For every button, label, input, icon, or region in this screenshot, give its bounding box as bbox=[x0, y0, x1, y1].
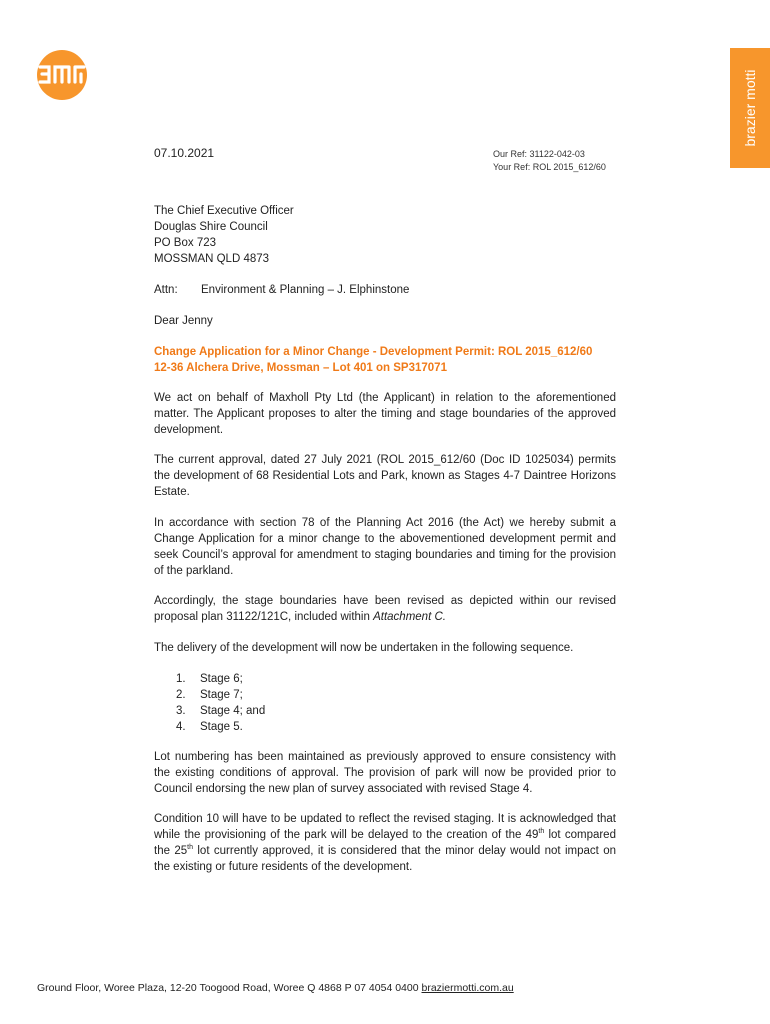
list-text: Stage 6; bbox=[200, 673, 243, 685]
list-number: 4. bbox=[176, 721, 186, 733]
list-text: Stage 5. bbox=[200, 721, 243, 733]
address-line: MOSSMAN QLD 4873 bbox=[154, 253, 270, 265]
body-paragraph: Lot numbering has been maintained as previously approved to ensure consistency with the existing conditions of approval. The provision of park will now be provided prior to Council endorsing the new plan of survey associated with revised Stage 4. bbox=[154, 751, 616, 795]
subject-line: Change Application for a Minor Change - Development Permit: ROL 2015_612/60 bbox=[154, 346, 593, 358]
address-line: Douglas Shire Council bbox=[154, 221, 268, 233]
attention-line bbox=[154, 282, 616, 298]
brazier-motti-logo bbox=[34, 50, 90, 100]
page-footer bbox=[37, 982, 514, 994]
list-text: Stage 7; bbox=[200, 689, 243, 701]
brand-side-tab-text: brazier motti bbox=[742, 69, 758, 147]
paragraph-text: Condition 10 will have to be updated to reflect the revised staging. It is acknowledged that while the provisioning of the park will be delayed to the creation of the 49 bbox=[154, 813, 616, 841]
salutation: Dear Jenny bbox=[154, 315, 213, 327]
brand-side-tab bbox=[730, 48, 770, 168]
list-item bbox=[154, 703, 616, 719]
your-reference: Your Ref: ROL 2015_612/60 bbox=[493, 162, 606, 172]
address-line: PO Box 723 bbox=[154, 237, 217, 249]
list-item bbox=[154, 687, 616, 703]
list-number: 1. bbox=[176, 673, 186, 685]
list-number: 2. bbox=[176, 689, 186, 701]
subject-heading bbox=[154, 344, 616, 376]
body-paragraph: In accordance with section 78 of the Planning Act 2016 (the Act) we hereby submit a Change Application for a minor change to the abovementioned development permit and seek Council’s approval for amendment to staging boundaries and timing for the provision of the parkland. bbox=[154, 517, 616, 577]
body-paragraph: We act on behalf of Maxholl Pty Ltd (the Applicant) in relation to the aforementioned matter. The Applicant proposes to alter the timing and stage boundaries of the approved development. bbox=[154, 392, 616, 436]
list-item bbox=[154, 671, 616, 687]
body-paragraph bbox=[154, 811, 616, 875]
footer-address: Ground Floor, Woree Plaza, 12-20 Toogood Road, Woree Q 4868 P 07 4054 0400 bbox=[37, 982, 422, 994]
our-reference: Our Ref: 31122-042-03 bbox=[493, 149, 585, 159]
address-line: The Chief Executive Officer bbox=[154, 205, 294, 217]
letter-date: 07.10.2021 bbox=[154, 146, 215, 160]
list-item bbox=[154, 719, 616, 735]
website-link[interactable]: braziermotti.com.au bbox=[421, 982, 514, 994]
ordinal-suffix: th bbox=[538, 828, 545, 836]
list-number: 3. bbox=[176, 705, 186, 717]
list-text: Stage 4; and bbox=[200, 705, 266, 717]
paragraph-text: lot currently approved, it is considered that the minor delay would not impact on the existing or future residents of the development. bbox=[154, 845, 616, 873]
paragraph-text: Accordingly, the stage boundaries have been revised as depicted within our revised proposal plan 31122/121C, included within bbox=[154, 595, 616, 623]
reference-block bbox=[493, 148, 606, 174]
stage-sequence-list bbox=[154, 671, 616, 735]
paragraph-text: lot compared the 25 bbox=[154, 829, 616, 857]
body-paragraph: The delivery of the development will now be undertaken in the following sequence. bbox=[154, 642, 574, 654]
ordinal-suffix: th bbox=[187, 844, 193, 852]
recipient-address bbox=[154, 203, 616, 267]
attention-label: Attn: bbox=[154, 284, 178, 296]
body-paragraph: The current approval, dated 27 July 2021 (ROL 2015_612/60 (Doc ID 1025034) permits the development of 68 Residential Lots and Park, known as Stages 4-7 Daintree Horizons Estate. bbox=[154, 454, 616, 498]
body-paragraph bbox=[154, 593, 616, 625]
subject-line: 12-36 Alchera Drive, Mossman – Lot 401 on SP317071 bbox=[154, 362, 447, 374]
attachment-reference: Attachment C. bbox=[373, 611, 446, 623]
attention-value: Environment & Planning – J. Elphinstone bbox=[201, 284, 410, 296]
